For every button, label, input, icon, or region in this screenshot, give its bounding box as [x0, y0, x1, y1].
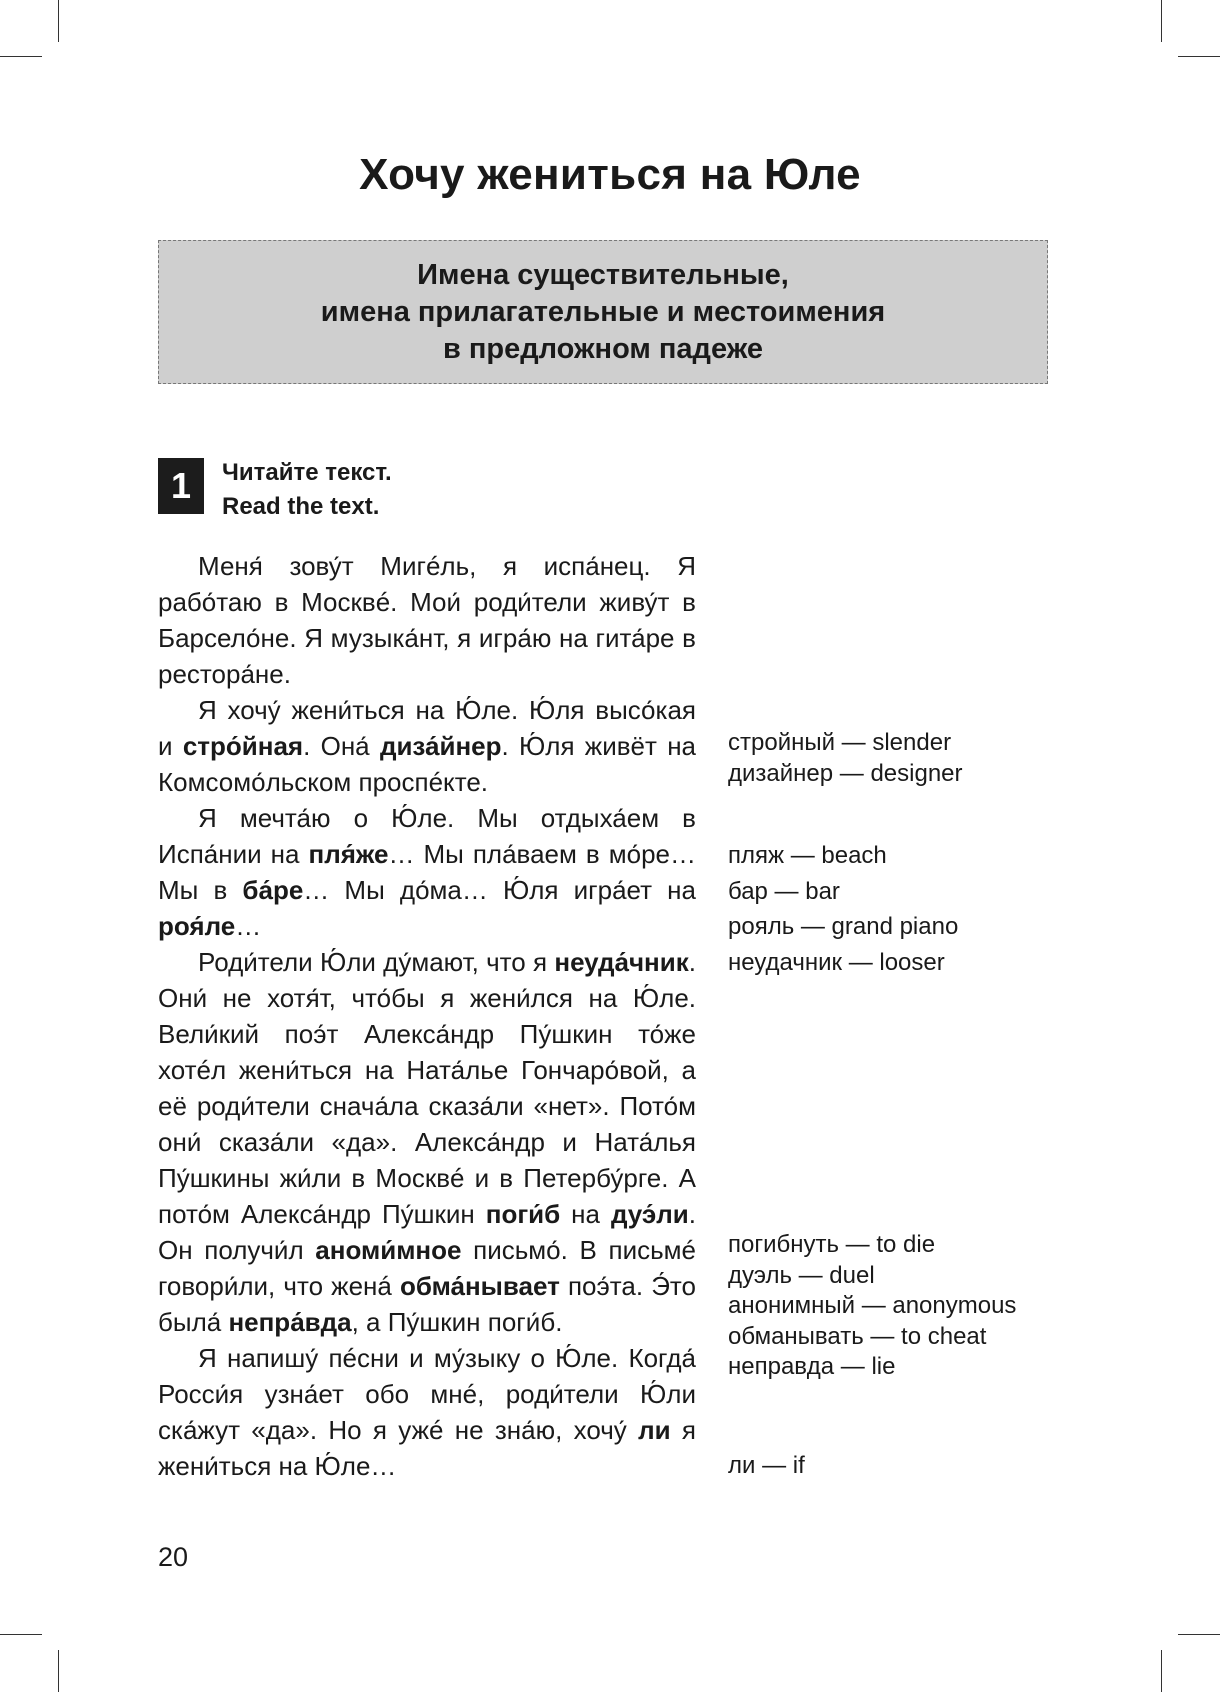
vocab-word: обма́нывает: [400, 1271, 560, 1301]
task-instruction: [222, 456, 392, 524]
crop-mark: [0, 56, 42, 57]
crop-mark: [1178, 56, 1220, 57]
paragraph: Я мечта́ю о Ю́ле. Мы отдыха́ем в Испа́нии на пля́же… Мы пла́ваем в мо́ре… Мы в ба́ре… Мы до́ма… Ю́ля игра́ет на роя́ле…: [158, 803, 697, 941]
topic-line: имена прилагательные и местоимения: [320, 295, 886, 328]
crop-mark: [1178, 1634, 1220, 1635]
paragraph: Роди́тели Ю́ли ду́мают, что я неуда́чник. Они́ не хотя́т, что́бы я жени́лся на Ю́ле. Вели́кий поэ́т Алекса́ндр Пу́шкин то́же хотéл жени́ться на Ната́лье Гончаро́вой, а её роди́тели снача́ла сказа́ли «нет». Пото́м они́ сказа́ли «да». Алекса́ндр и Ната́лья Пу́шкины жи́ли в Москвé и в Петербу́рге. А пото́м Алекса́ндр Пу́шкин поги́б на дуэ́ли. Он получи́л аноми́мное письмо́. В письмé говори́ли, что женá обма́нывает поэ́та. Э́то была́ непра́вда, а Пу́шкин поги́б.: [158, 947, 697, 1337]
vocab-word: пля́же: [308, 839, 389, 869]
crop-mark: [1161, 0, 1162, 42]
vocab-word: диза́йнер: [379, 731, 502, 761]
glossary-group: [728, 728, 963, 789]
vocab-word: роя́ле: [158, 911, 236, 941]
vocab-word: стро́йная: [182, 731, 304, 761]
glossary-entry: погибнуть — to die: [728, 1231, 936, 1258]
instruction-en: Read the text.: [222, 493, 380, 520]
grammar-topic-box: [158, 240, 1048, 384]
crop-mark: [1161, 1650, 1162, 1692]
crop-mark: [58, 1650, 59, 1692]
vocab-word: дуэ́ли: [610, 1199, 689, 1229]
glossary-entry: анонимный — anonymous: [728, 1292, 1017, 1319]
glossary-entry: дуэль — duel: [728, 1261, 875, 1289]
topic-line: в предложном падеже: [442, 332, 764, 365]
glossary-entry: стройный — slender: [728, 729, 952, 756]
reading-text: [158, 548, 696, 1484]
glossary-entry: бар — bar: [728, 877, 840, 905]
glossary-group: [728, 838, 958, 980]
crop-mark: [58, 0, 59, 42]
page-title: Хочу жениться на Юле: [359, 150, 861, 199]
glossary-group: [728, 1230, 1016, 1383]
glossary-entry: рояль — grand piano: [728, 913, 959, 940]
glossary-entry: обманывать — to cheat: [728, 1322, 987, 1350]
page-number: 20: [158, 1542, 189, 1572]
vocab-word: неуда́чник: [554, 947, 689, 977]
glossary-entry: ли — if: [728, 1452, 805, 1479]
glossary-entry: дизайнер — designer: [728, 759, 963, 787]
vocab-word: поги́б: [485, 1199, 561, 1229]
glossary-group: [728, 1451, 805, 1482]
vocab-word: ли: [638, 1415, 671, 1445]
vocab-word: ба́ре: [242, 875, 304, 905]
crop-mark: [0, 1634, 42, 1635]
glossary-entry: пляж — beach: [728, 842, 887, 869]
glossary-entry: неправда — lie: [728, 1353, 896, 1380]
instruction-ru: Читайте текст.: [222, 459, 392, 486]
topic-line: Имена существительные,: [417, 258, 789, 291]
vocab-word: непра́вда: [228, 1307, 352, 1337]
paragraph: Я напишу́ пéсни и му́зыку о Ю́ле. Когда́ Росси́я узна́ет обо мнé, роди́тели Ю́ли ска́жут «да». Но я ужé не зна́ю, хочу́ ли я жени́ться на Ю́ле…: [158, 1343, 696, 1481]
vocab-word: аноми́мное: [315, 1235, 462, 1265]
paragraph: Я хочу́ жени́ться на Ю́ле. Ю́ля высо́кая и стро́йная. Она́ диза́йнер. Ю́ля живёт на Комсомо́льском проспéкте.: [158, 695, 697, 797]
paragraph: Меня́ зову́т Мигéль, я испа́нец. Я рабо́таю в Москвé. Мои́ роди́тели живу́т в Барсело́не. Я музыка́нт, я игра́ю на гита́ре в рестора́не.: [158, 551, 696, 689]
task-number-badge: 1: [158, 458, 204, 514]
glossary-entry: неудачник — looser: [728, 948, 945, 976]
